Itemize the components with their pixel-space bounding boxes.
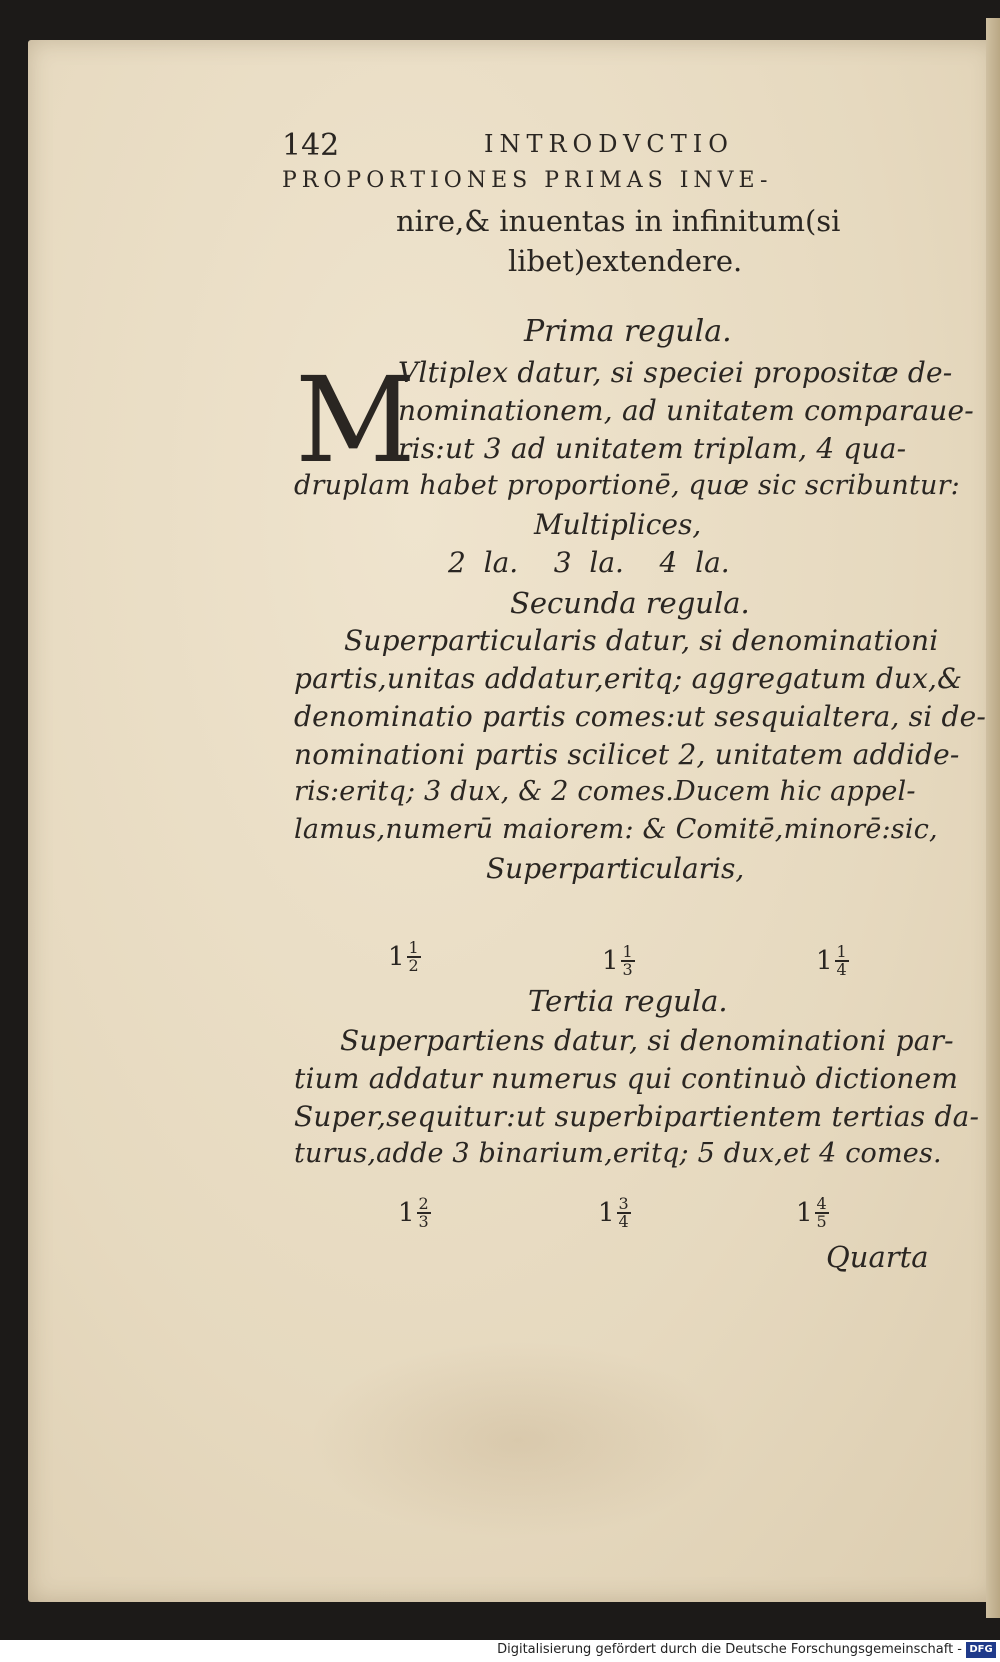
rule2-line-2: partis,unitas addatur,eritq; aggregatum dux,& [294, 662, 963, 695]
fraction-denominator: 5 [816, 1212, 827, 1231]
rule2-label: Superparticularis, [486, 852, 745, 885]
fraction-whole: 1 [602, 946, 619, 976]
section-title-line-2: nire,& inuentas in infinitum(si [396, 204, 841, 238]
fraction-numerator: 1 [836, 942, 847, 961]
drop-cap: M [295, 351, 416, 489]
rule3-heading: Tertia regula. [528, 984, 728, 1018]
fraction-whole: 1 [816, 946, 833, 976]
fraction-whole: 1 [598, 1198, 615, 1228]
fraction-denominator: 4 [618, 1212, 629, 1231]
rule1-line-2: nominationem, ad unitatem comparaue- [398, 394, 974, 427]
catchword: Quarta [826, 1240, 929, 1274]
rule3-fraction-3 [796, 1196, 829, 1230]
fraction-numerator: 1 [408, 938, 419, 957]
fraction-denominator: 3 [418, 1212, 429, 1231]
rule2-fraction-1 [388, 940, 421, 974]
fraction-denominator: 2 [408, 956, 419, 975]
rule2-line-3: denominatio partis comes:ut sesquialtera, si de- [294, 700, 987, 733]
fraction-whole: 1 [796, 1198, 813, 1228]
rule1-label: Multiplices, [534, 508, 702, 541]
paper-stain [308, 1340, 728, 1540]
rule1-line-1: Vltiplex datur, si speciei propositæ de- [398, 356, 953, 389]
fraction-numerator: 1 [622, 942, 633, 961]
section-title-line-1: PROPORTIONES PRIMAS INVE- [282, 168, 773, 193]
fraction-numerator: 4 [816, 1194, 827, 1213]
fraction-denominator: 3 [622, 960, 633, 979]
rule1-examples: 2 la. 3 la. 4 la. [448, 546, 730, 579]
fraction-whole: 1 [398, 1198, 415, 1228]
rule2-line-5: ris:eritq; 3 dux, & 2 comes.Ducem hic appel- [294, 776, 916, 807]
rule2-fraction-2 [602, 944, 635, 978]
rule2-line-4: nominationi partis scilicet 2, unitatem addide- [294, 738, 960, 771]
rule3-line-1: Superpartiens datur, si denominationi par- [340, 1024, 954, 1057]
rule3-line-4: turus,adde 3 binarium,eritq; 5 dux,et 4 comes. [294, 1138, 942, 1169]
rule3-fraction-2 [598, 1196, 631, 1230]
rule3-line-3: Super,sequitur:ut superbipartientem tertias da- [294, 1100, 980, 1133]
rule2-line-1: Superparticularis datur, si denominationi [344, 624, 939, 657]
page-edge [986, 18, 1000, 1618]
rule1-heading: Prima regula. [524, 314, 732, 349]
dfg-logo-icon: DFG [966, 1642, 996, 1658]
running-title: INTRODVCTIO [484, 130, 734, 158]
page-number: 142 [282, 128, 340, 163]
section-title-line-3: libet)extendere. [508, 244, 743, 278]
fraction-numerator: 2 [418, 1194, 429, 1213]
rule2-fraction-3 [816, 944, 849, 978]
rule1-line-4: druplam habet proportionē, quæ sic scribuntur: [294, 470, 960, 501]
fraction-denominator: 4 [836, 960, 847, 979]
rule3-line-2: tium addatur numerus qui continuò dictionem [294, 1062, 959, 1095]
rule3-fraction-1 [398, 1196, 431, 1230]
footer-credit: Digitalisierung gefördert durch die Deutsche Forschungsgemeinschaft - [497, 1642, 962, 1657]
fraction-whole: 1 [388, 942, 405, 972]
rule2-heading: Secunda regula. [510, 586, 750, 620]
digitization-footer [0, 1640, 1000, 1662]
rule1-line-3: ris:ut 3 ad unitatem triplam, 4 qua- [398, 432, 907, 465]
fraction-numerator: 3 [618, 1194, 629, 1213]
rule2-line-6: lamus,numerū maiorem: & Comitē,minorē:sic, [294, 814, 938, 845]
